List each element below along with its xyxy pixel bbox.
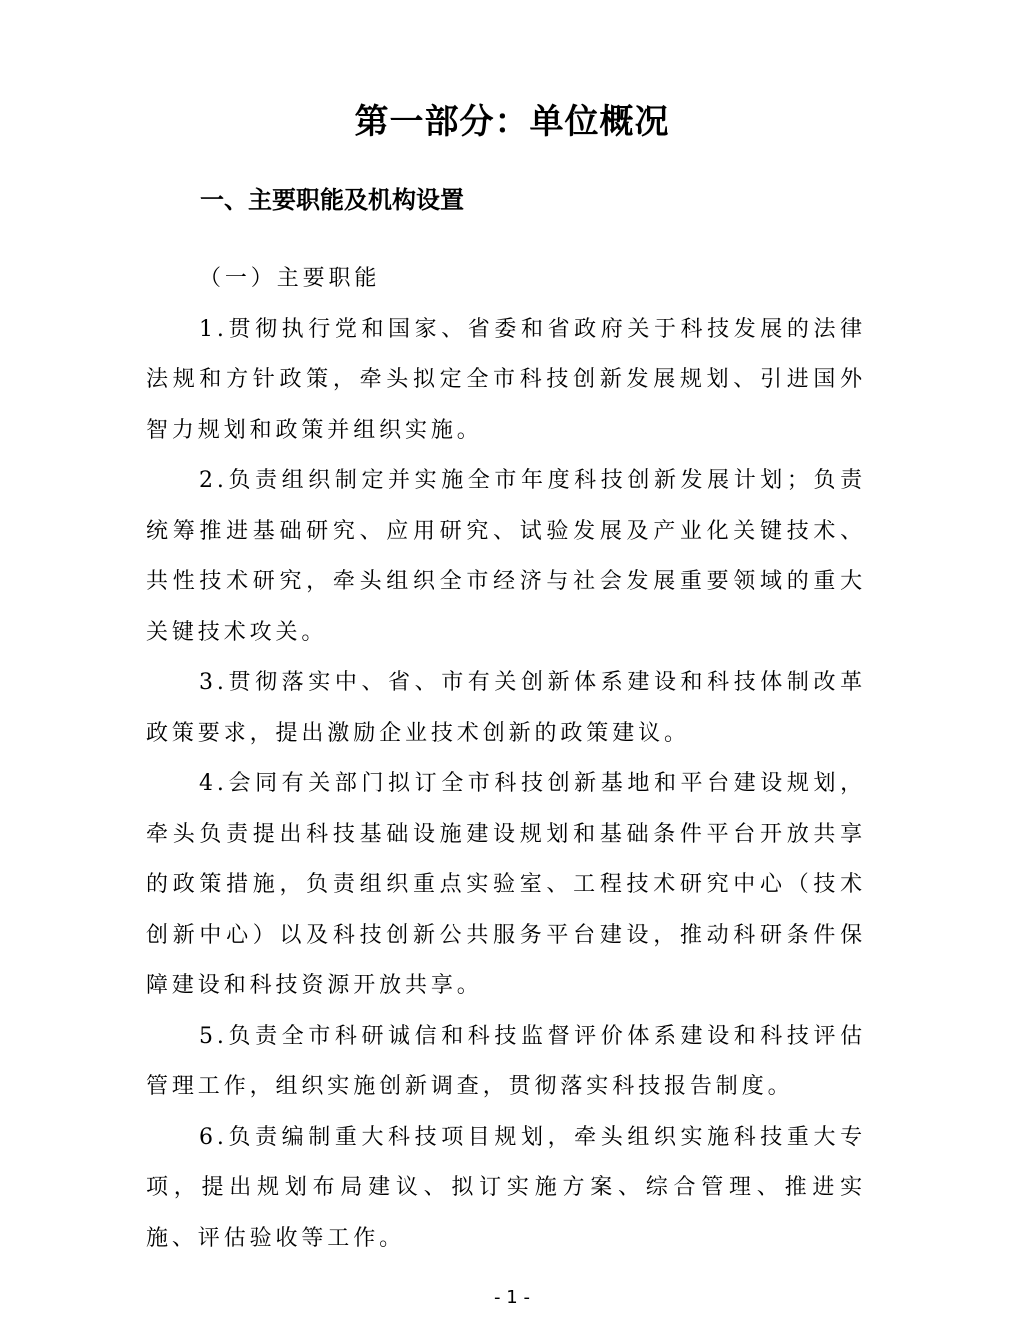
page-number: - 1 -: [494, 1287, 530, 1308]
document-body: [146, 254, 866, 1264]
paragraph-2: 2.负责组织制定并实施全市年度科技创新发展计划；负责统筹推进基础研究、应用研究、试验发展及产业化关键技术、共性技术研究，牵头组织全市经济与社会发展重要领域的重大关键技术攻关。: [146, 468, 866, 645]
page-title: 第一部分：单位概况: [354, 102, 670, 142]
subsection-heading: （一）主要职能: [199, 266, 381, 291]
paragraph-3: 3.贯彻落实中、省、市有关创新体系建设和科技体制改革政策要求，提出激励企业技术创新的政策建议。: [146, 670, 866, 746]
paragraph-5: 5.负责全市科研诚信和科技监督评价体系建设和科技评估管理工作，组织实施创新调查，贯彻落实科技报告制度。: [146, 1023, 866, 1099]
paragraph-1: 1.贯彻执行党和国家、省委和省政府关于科技发展的法律法规和方针政策，牵头拟定全市科技创新发展规划、引进国外智力规划和政策并组织实施。: [146, 316, 866, 443]
section-heading: 一、主要职能及机构设置: [200, 186, 464, 214]
paragraph-4: 4.会同有关部门拟订全市科技创新基地和平台建设规划，牵头负责提出科技基础设施建设规划和基础条件平台开放共享的政策措施，负责组织重点实验室、工程技术研究中心（技术创新中心）以及科技创新公共服务平台建设，推动科研条件保障建设和科技资源开放共享。: [146, 771, 866, 998]
paragraph-6: 6.负责编制重大科技项目规划，牵头组织实施科技重大专项，提出规划布局建议、拟订实施方案、综合管理、推进实施、评估验收等工作。: [146, 1124, 866, 1251]
